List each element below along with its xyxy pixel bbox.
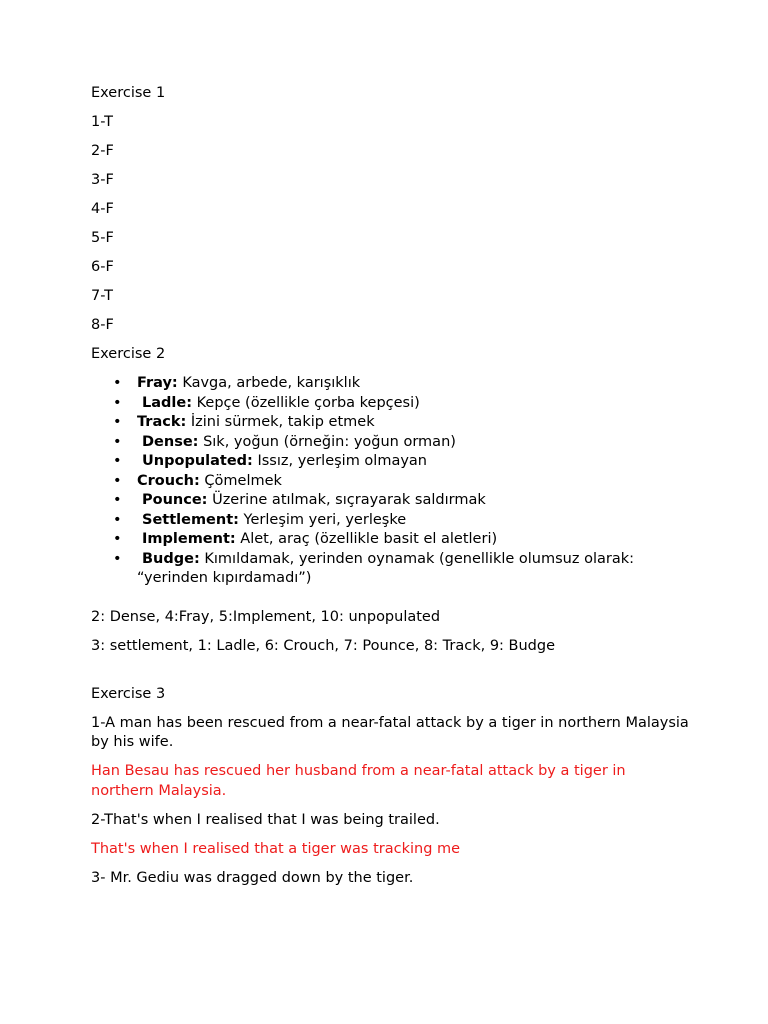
vocab-definition: Kavga, arbede, karışıklık	[177, 375, 361, 391]
vocab-term: Budge:	[142, 550, 200, 567]
list-item	[91, 530, 691, 550]
bullet-icon: •	[113, 394, 122, 411]
list-item	[91, 413, 691, 433]
exercise1-answer-2: 2-F	[91, 143, 114, 159]
exercise1-answer-4: 4-F	[91, 201, 114, 217]
vocab-term: Ladle:	[142, 394, 193, 411]
exercise3-item1-original: 1-A man has been rescued from a near-fatal attack by a tiger in northern Malaysia by his wife.	[91, 714, 689, 750]
vocabulary-list	[91, 374, 691, 589]
exercise3-item3-original: 3- Mr. Gediu was dragged down by the tiger.	[91, 869, 414, 886]
exercise1-answer-5: 5-F	[91, 230, 114, 246]
vocab-definition: Sık, yoğun (örneğin: yoğun orman)	[198, 433, 456, 450]
bullet-icon: •	[113, 375, 122, 391]
exercise2-heading: Exercise 2	[91, 346, 166, 362]
vocab-definition: Çömelmek	[199, 472, 282, 489]
list-item	[91, 433, 691, 453]
list-item	[91, 374, 691, 394]
bullet-icon: •	[113, 472, 122, 489]
bullet-icon: •	[113, 511, 122, 528]
exercise3-item1-rewrite: Han Besau has rescued her husband from a near-fatal attack by a tiger in northern Malaysia.	[91, 763, 626, 799]
bullet-icon: •	[113, 453, 122, 469]
exercise1-answer-7: 7-T	[91, 288, 113, 304]
matching-answers-line-1: 2: Dense, 4:Fray, 5:Implement, 10: unpopulated	[91, 608, 441, 625]
vocab-term: Track:	[137, 414, 187, 430]
exercise1-answer-3: 3-F	[91, 172, 114, 188]
exercise3-heading: Exercise 3	[91, 685, 166, 702]
bullet-icon: •	[113, 433, 122, 450]
list-item	[91, 394, 691, 414]
vocab-term: Implement:	[142, 531, 236, 547]
vocab-definition: Yerleşim yeri, yerleşke	[238, 511, 407, 528]
document-page	[91, 84, 691, 898]
vocab-definition: İzini sürmek, takip etmek	[186, 414, 375, 430]
list-item	[91, 550, 691, 589]
list-item	[91, 491, 691, 511]
matching-answers-line-2: 3: settlement, 1: Ladle, 6: Crouch, 7: Pounce, 8: Track, 9: Budge	[91, 637, 556, 654]
exercise1-answer-6: 6-F	[91, 259, 114, 275]
vocab-term: Crouch:	[137, 472, 200, 489]
bullet-icon: •	[113, 531, 122, 547]
vocab-term: Pounce:	[142, 492, 208, 508]
exercise3-item2-rewrite: That's when I realised that a tiger was tracking me	[91, 840, 461, 857]
exercise1-heading: Exercise 1	[91, 85, 166, 101]
bullet-icon: •	[113, 414, 122, 430]
vocab-definition: Kepçe (özellikle çorba kepçesi)	[192, 394, 420, 411]
list-item	[91, 472, 691, 492]
spacer	[91, 666, 691, 685]
exercise1-answer-1: 1-T	[91, 114, 113, 130]
vocab-definition: Issız, yerleşim olmayan	[252, 453, 427, 469]
vocab-term: Dense:	[142, 433, 199, 450]
list-item	[91, 511, 691, 531]
bullet-icon: •	[113, 550, 122, 567]
list-item	[91, 452, 691, 472]
vocab-term: Fray:	[137, 375, 178, 391]
exercise1-answer-8: 8-F	[91, 317, 114, 333]
vocab-definition: Üzerine atılmak, sıçrayarak saldırmak	[207, 492, 486, 508]
bullet-icon: •	[113, 492, 122, 508]
vocab-definition: Alet, araç (özellikle basit el aletleri)	[235, 531, 498, 547]
vocab-definition: Kımıldamak, yerinden oynamak (genellikle olumsuz olarak: “yerinden kıpırdamadı”)	[137, 550, 635, 586]
vocab-term: Unpopulated:	[142, 453, 253, 469]
vocab-term: Settlement:	[142, 511, 239, 528]
exercise3-item2-original: 2-That's when I realised that I was being trailed.	[91, 811, 440, 828]
